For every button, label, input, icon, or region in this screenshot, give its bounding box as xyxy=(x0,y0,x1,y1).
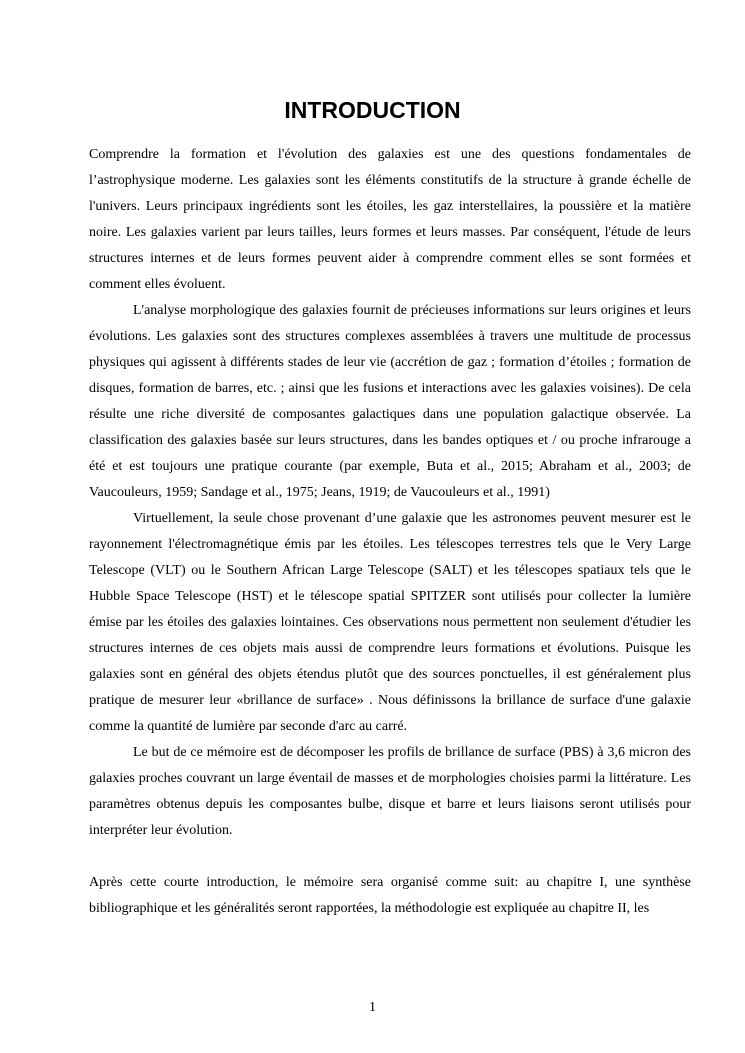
paragraph-observation: Virtuellement, la seule chose provenant d’une galaxie que les astronomes peuvent mesurer est le rayonnement l'électromagnétique émis par les étoiles. Les télescopes terrestres tels que le Very Large Telescope (VLT) ou le Southern African Large Telescope (SALT) et les télescopes spatiaux tels que le Hubble Space Telescope (HST) et le télescope spatial SPITZER sont utilisés pour collecter la lumière émise par les étoiles des galaxies lointaines. Ces observations nous permettent non seulement d'étudier les structures internes de ces objets mais aussi de comprendre leurs formations et évolutions. Puisque les galaxies sont en général des objets étendus plutôt que des sources ponctuelles, il est généralement plus pratique de mesurer leur «brillance de surface» . Nous définissons la brillance de surface d'une galaxie comme la quantité de lumière par seconde d'arc au carré. xyxy=(89,511,691,734)
page-title: INTRODUCTION xyxy=(284,97,461,123)
paragraph-outline: Après cette courte introduction, le mémoire sera organisé comme suit: au chapitre I, une synthèse bibliographique et les généralités seront rapportées, la méthodologie est expliquée au chapitre II, les xyxy=(89,875,691,916)
paragraph-goal: Le but de ce mémoire est de décomposer les profils de brillance de surface (PBS) à 3,6 micron des galaxies proches couvrant un large éventail de masses et de morphologies choisies parmi la littérature. Les paramètres obtenus depuis les composantes bulbe, disque et barre et leurs liaisons seront utilisés pour interpréter leur évolution. xyxy=(89,745,691,838)
body-text xyxy=(89,142,691,922)
paragraph-intro: Comprendre la formation et l'évolution des galaxies est une des questions fondamentales de l’astrophysique moderne. Les galaxies sont les éléments constitutifs de la structure à grande échelle de l'univers. Leurs principaux ingrédients sont les étoiles, les gaz interstellaires, la poussière et la matière noire. Les galaxies varient par leurs tailles, leurs formes et leurs masses. Par conséquent, l'étude de leurs structures internes et de leurs formes peuvent aider à comprendre comment elles se sont formées et comment elles évoluent. xyxy=(89,147,691,292)
page-number: 1 xyxy=(369,1000,376,1015)
paragraph-morphology: L'analyse morphologique des galaxies fournit de précieuses informations sur leurs origines et leurs évolutions. Les galaxies sont des structures complexes assemblées à travers une multitude de processus physiques qui agissent à différents stades de leur vie (accrétion de gaz ; formation d’étoiles ; formation de disques, formation de barres, etc. ; ainsi que les fusions et interactions avec les galaxies voisines). De cela résulte une riche diversité de composantes galactiques dans une population galactique observée. La classification des galaxies basée sur leurs structures, dans les bandes optiques et / ou proche infrarouge a été et est toujours une pratique courante (par exemple, Buta et al., 2015; Abraham et al., 2003; de Vaucouleurs, 1959; Sandage et al., 1975; Jeans, 1919; de Vaucouleurs et al., 1991) xyxy=(89,303,691,500)
